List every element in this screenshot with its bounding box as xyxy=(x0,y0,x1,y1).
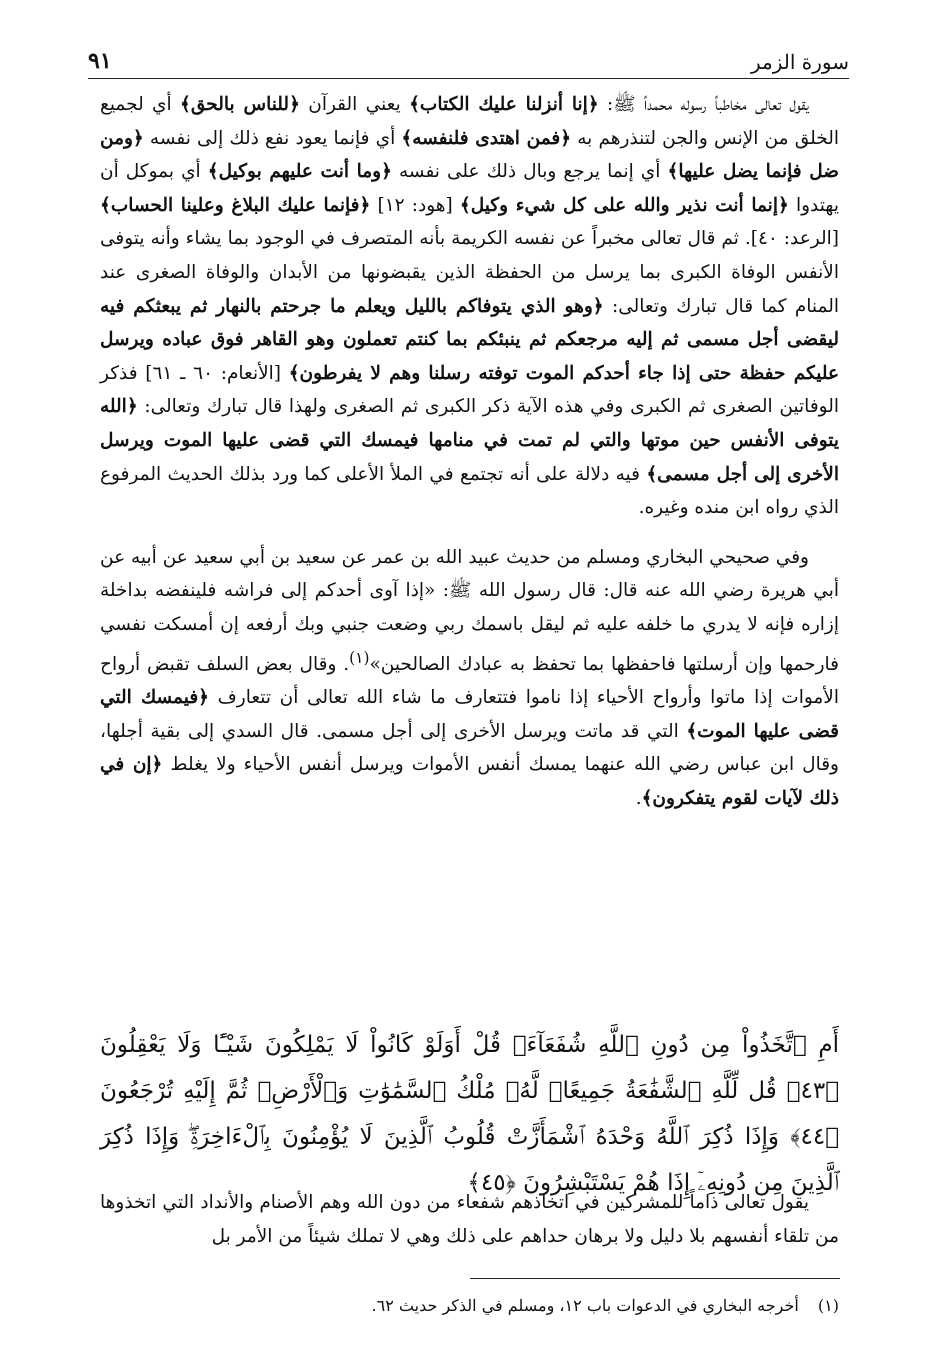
page-number: ٩١ xyxy=(88,48,112,74)
text-run: وفي صحيحي البخاري ومسلم من حديث عبيد الله بن عمر عن سعيد بن أبي سعيد عن أبيه عن أبي هريرة رضي الله عنه قال: قال رسول الله ﷺ: «إذا آوى أحدكم إلى فراشه فلينفضه بداخلة إزاره فإنه لا يدري ما خلفه عليه ثم ليقل باسمك ربي وضعت جنبي وبك أرفعه إن أمسكت نفسي فارحمها وإن أرسلتها فاحفظها بما تحفظ به عبادك الصالحين» xyxy=(100,546,840,675)
text-run: . xyxy=(635,788,642,810)
footnote-text: أخرجه البخاري في الدعوات باب ١٢، ومسلم في الذكر حديث ٦٢. xyxy=(371,1296,799,1315)
main-text xyxy=(100,88,839,816)
footnote-mark: (١) xyxy=(817,1296,839,1315)
text-run: التي قد ماتت ويرسل الأخرى إلى أجل مسمى. قال السدي إلى بقية أجلها، وقال ابن عباس رضي الله عنهما يمسك أنفس الأموات ويرسل أنفس الأحياء ولا يغلط xyxy=(100,720,839,776)
paragraph-3: يقول تعالى ذاماً للمشركين في اتخاذهم شفعاء من دون الله وهم الأصنام والأنداد التي اتخذوها من تلقاء أنفسهم بلا دليل ولا برهان حداهم على ذلك وهي لا تملك شيئاً من الأمر بل xyxy=(100,1192,839,1247)
text-run: [هود: ١٢] xyxy=(370,194,460,216)
quran-quote: ﴿إن في ذلك لآيات لقوم يتفكرون﴾ xyxy=(100,754,839,810)
text-run: أي إنما يرجع وبال ذلك على نفسه xyxy=(391,161,668,183)
footnote-divider xyxy=(470,1278,840,1279)
quran-quote: ﴿فمن اهتدى فلنفسه﴾ xyxy=(401,127,572,149)
text-run: [الرعد: ٤٠]. ثم قال تعالى مخبراً عن نفسه الكريمة بأنه المتصرف في الوجود بما يشاء وأنه يتوفى الأنفس الوفاة الكبرى بما يرسل من الحفظة الذين يقبضونها من الأبدان والوفاة الصغرى عند المنام كما قال تبارك وتعالى: xyxy=(100,228,839,317)
quran-quote: ﴿إنا أنزلنا عليك الكتاب﴾ xyxy=(409,94,599,115)
text-run: فيه دلالة على أنه تجتمع في الملأ الأعلى كما ورد بذلك الحديث المرفوع الذي رواه ابن منده وغيره. xyxy=(100,463,839,519)
quran-quote: ﴿وهو الذي يتوفاكم بالليل ويعلم ما جرحتم بالنهار ثم يبعثكم فيه ليقضى أجل مسمى ثم إليه مرجعكم ثم ينبئكم بما كنتم تعملون وهو القاهر فوق عباده ويرسل عليكم حفظة حتى إذا جاء أحدكم الموت توفته رسلنا وهم لا يفرطون﴾ xyxy=(100,295,839,384)
quran-quote: ﴿فإنما عليك البلاغ وعلينا الحساب﴾ xyxy=(100,194,371,216)
quran-quote: ﴿فيمسك التي قضى عليها الموت﴾ xyxy=(100,687,839,742)
text-run: يقول تعالى مخاطباً رسوله محمداً ﷺ: xyxy=(598,94,809,115)
quran-verses-block: أَمِ ٱتَّخَذُواْ مِن دُونِ ٱللَّهِ شُفَعَآءَۚ قُلْ أَوَلَوْ كَانُواْ لَا يَمْلِكُونَ شَيْـًٔا وَلَا يَعْقِلُونَ ﴿٤٣﴾ قُل لِّلَّهِ ٱلشَّفَٰعَةُ جَمِيعًاۖ لَّهُۥ مُلْكُ ٱلسَّمَٰوَٰتِ وَٱلْأَرْضِۖ ثُمَّ إِلَيْهِ تُرْجَعُونَ ﴿٤٤﴾ وَإِذَا ذُكِرَ ٱللَّهُ وَحْدَهُ ٱشْمَأَزَّتْ قُلُوبُ ٱلَّذِينَ لَا يُؤْمِنُونَ بِٱلْءَاخِرَةِۖ وَإِذَا ذُكِرَ ٱلَّذِينَ مِن دُونِهِۦٓ إِذَا هُمْ يَسْتَبْشِرُونَ ﴿٤٥﴾ xyxy=(100,1032,839,1196)
surah-title: سورة الزمر xyxy=(750,50,849,74)
text-run: أي لجميع الخلق من الإنس والجن لتنذرهم به xyxy=(100,94,839,149)
text-run: . وقال بعض السلف تقبض أرواح الأموات إذا ماتوا وأرواح الأحياء إذا ناموا فتتعارف ما شاء الله تعالى أن تتعارف xyxy=(100,653,839,709)
footnote-reference[interactable]: (١) xyxy=(349,648,370,667)
text-run: يعني القرآن xyxy=(299,94,410,115)
quran-quote: ﴿الله يتوفى الأنفس حين موتها والتي لم تمت في منامها فيمسك التي قضى عليها الموت ويرسل الأخرى إلى أجل مسمى﴾ xyxy=(100,396,839,485)
quran-quote: ﴿إنما أنت نذير والله على كل شيء وكيل﴾ xyxy=(459,194,789,216)
paragraph-1 xyxy=(100,88,839,525)
quran-quote: ﴿ومن ضل فإنما يضل عليها﴾ xyxy=(100,127,839,183)
paragraph-2 xyxy=(100,541,839,816)
text-run: [الأنعام: ٦٠ ـ ٦١] فذكر الوفاتين الصغرى ثم الكبرى وفي هذه الآية ذكر الكبرى ثم الصغرى ولهذا قال تبارك وتعالى: xyxy=(100,362,839,418)
quran-quote: ﴿وما أنت عليهم بوكيل﴾ xyxy=(207,161,392,183)
text-run: أي بموكل أن يهتدوا xyxy=(100,161,839,216)
text-run: أي فإنما يعود نفع ذلك إلى نفسه xyxy=(143,127,402,149)
page-header xyxy=(88,38,849,79)
footnote xyxy=(100,1294,839,1318)
quran-quote: ﴿للناس بالحق﴾ xyxy=(179,94,300,115)
